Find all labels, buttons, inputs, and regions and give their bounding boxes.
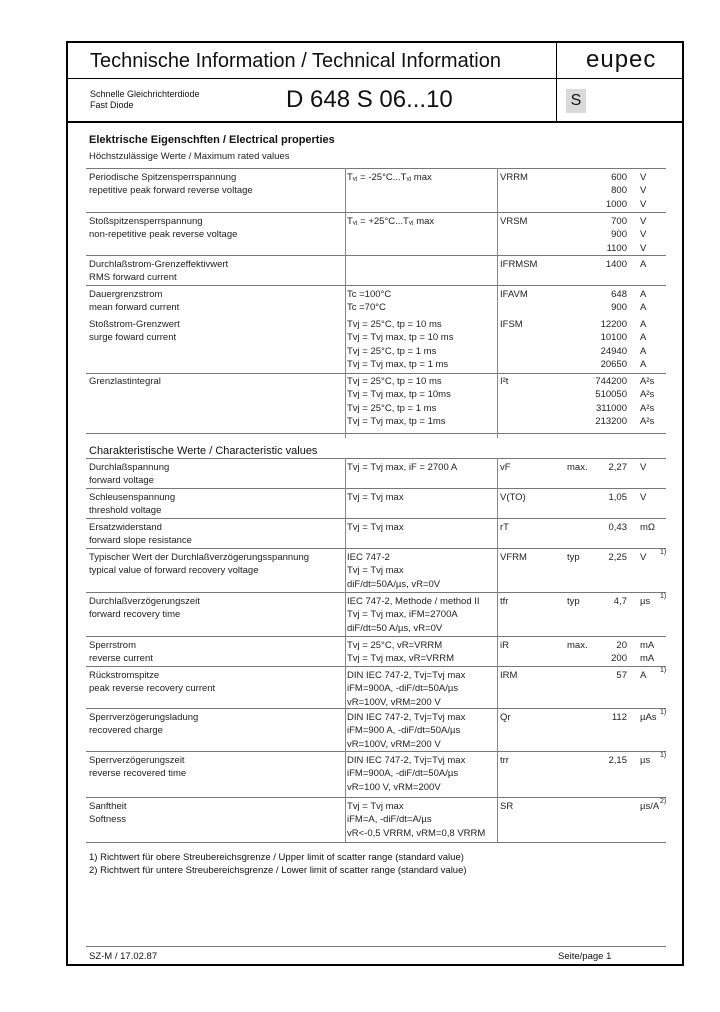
row-value: 213200 bbox=[595, 415, 627, 427]
table-column-divider bbox=[345, 458, 346, 842]
row-symbol: IRM bbox=[500, 670, 518, 681]
row-symbol: iR bbox=[500, 640, 509, 651]
row-label-de: Stoßspitzensperrspannung bbox=[89, 216, 203, 227]
row-unit: µAs bbox=[640, 712, 657, 723]
row-condition: Tvj = Tvj max bbox=[347, 565, 404, 577]
row-condition: Tvj = Tvj max, iF = 2700 A bbox=[347, 462, 458, 473]
row-label-en: forward slope resistance bbox=[89, 535, 192, 547]
row-condition: IEC 747-2 bbox=[347, 552, 390, 563]
row-condition: Tvj = Tvj max, tp = 10 ms bbox=[347, 332, 454, 344]
subtitle-en: Fast Diode bbox=[90, 100, 134, 110]
row-label-de: Dauergrenzstrom bbox=[89, 289, 163, 300]
table-row-separator bbox=[86, 255, 666, 256]
table-row-separator bbox=[86, 708, 666, 709]
row-condition: Tvj = Tvj max, iFM=2700A bbox=[347, 609, 458, 621]
row-value: 1100 bbox=[606, 242, 627, 254]
row-condition: vR<-0,5 VRRM, vRM=0,8 VRRM bbox=[347, 827, 486, 839]
row-symbol: vF bbox=[500, 462, 511, 473]
row-label-en: surge foward current bbox=[89, 332, 177, 344]
row-unit: mA bbox=[640, 653, 655, 665]
footer-left: SZ-M / 17.02.87 bbox=[89, 951, 158, 962]
row-unit: µs bbox=[640, 596, 651, 607]
row-condition: Tvj = Tvj max bbox=[347, 492, 404, 503]
table-row-separator bbox=[86, 518, 666, 519]
row-footnote-ref: 1) bbox=[660, 709, 667, 716]
row-label-de: Periodische Spitzensperrspannung bbox=[89, 172, 237, 183]
row-label-de: Stoßstrom-Grenzwert bbox=[89, 319, 180, 330]
row-unit: A bbox=[640, 319, 647, 330]
logo-divider bbox=[556, 41, 557, 123]
row-label-en: forward recovery time bbox=[89, 609, 181, 621]
row-label-en: reverse current bbox=[89, 653, 153, 665]
row-label-en: threshold voltage bbox=[89, 505, 162, 517]
row-condition: Tvj = 25°C, tp = 10 ms bbox=[347, 376, 442, 387]
row-symbol: IFAVM bbox=[500, 289, 528, 300]
row-label-de: Durchlaßstrom-Grenzeffektivwert bbox=[89, 259, 229, 270]
row-label-en: repetitive peak forward reverse voltage bbox=[89, 185, 253, 197]
row-unit: A bbox=[640, 345, 647, 357]
row-unit: V bbox=[640, 229, 647, 241]
row-condition: Tvj = Tvj max bbox=[347, 801, 404, 812]
footer-right: Seite/page 1 bbox=[558, 951, 612, 962]
row-unit: V bbox=[640, 216, 647, 227]
row-condition: Tᵥⱼ = -25°C...Tᵥⱼ max bbox=[347, 172, 432, 183]
row-label-en: recovered charge bbox=[89, 725, 163, 737]
row-label-de: Sanftheit bbox=[89, 801, 127, 812]
row-label-en: reverse recovered time bbox=[89, 768, 187, 780]
row-label-de: Typischer Wert der Durchlaßverzögerungsspannung bbox=[89, 552, 310, 563]
row-condition: Tvj = 25°C, tp = 10 ms bbox=[347, 319, 442, 330]
row-condition: DIN IEC 747-2, Tvj=Tvj max bbox=[347, 712, 466, 723]
row-unit: V bbox=[640, 552, 647, 563]
row-symbol: VFRM bbox=[500, 552, 527, 563]
type-badge: S bbox=[566, 89, 586, 113]
row-unit: µs/A bbox=[640, 801, 660, 812]
row-label-de: Durchlaßverzögerungszeit bbox=[89, 596, 200, 607]
row-footnote-ref: 1) bbox=[660, 593, 667, 600]
title-divider bbox=[66, 78, 684, 79]
row-symbol: IFSM bbox=[500, 319, 523, 330]
row-condition: Tvj = Tvj max, tp = 10ms bbox=[347, 389, 451, 401]
row-condition: iFM=900 A, -diF/dt=50A/µs bbox=[347, 725, 461, 737]
section-characteristic: Charakteristische Werte / Characteristic values bbox=[89, 445, 318, 457]
subtitle-de: Schnelle Gleichrichterdiode bbox=[90, 89, 200, 99]
row-unit: V bbox=[640, 242, 647, 254]
section-max-ratings: Höchstzulässige Werte / Maximum rated values bbox=[89, 151, 290, 162]
row-condition: diF/dt=50A/µs, vR=0V bbox=[347, 578, 441, 590]
row-value: 800 bbox=[611, 185, 627, 197]
row-condition: vR=100V, vRM=200 V bbox=[347, 696, 441, 708]
row-label-en: Softness bbox=[89, 814, 126, 826]
row-label-de: Sperrverzögerungszeit bbox=[89, 755, 185, 766]
row-value: 10100 bbox=[600, 332, 627, 344]
row-label-en: RMS forward current bbox=[89, 272, 177, 284]
row-value: 700 bbox=[611, 216, 627, 227]
footnote-1: 1) Richtwert für obere Streubereichsgrenze / Upper limit of scatter range (standard value) bbox=[89, 852, 464, 863]
row-condition: Tc =100°C bbox=[347, 289, 392, 300]
row-symbol: rT bbox=[500, 522, 509, 533]
row-condition: Tvj = Tvj max, vR=VRRM bbox=[347, 653, 454, 665]
table-row-separator bbox=[86, 458, 666, 459]
row-symbol: V(TO) bbox=[500, 492, 526, 503]
row-value: 744200 bbox=[595, 376, 627, 387]
row-value: 311000 bbox=[596, 402, 627, 414]
row-symbol: I²t bbox=[500, 376, 509, 387]
row-symbol: VRSM bbox=[500, 216, 528, 227]
row-condition: IEC 747-2, Methode / method II bbox=[347, 596, 480, 607]
row-value: 510050 bbox=[595, 389, 627, 401]
row-footnote-ref: 1) bbox=[660, 549, 667, 556]
table-row-separator bbox=[86, 751, 666, 752]
table-row-separator bbox=[86, 212, 666, 213]
table-row-separator bbox=[86, 592, 666, 593]
row-condition: Tvj = Tvj max bbox=[347, 522, 404, 533]
row-value: 200 bbox=[611, 653, 627, 665]
row-value: 900 bbox=[611, 229, 627, 241]
row-value: 20 bbox=[616, 640, 627, 651]
row-qualifier: typ bbox=[567, 552, 580, 563]
row-value: 57 bbox=[616, 670, 627, 681]
row-unit: V bbox=[640, 185, 647, 197]
row-label-de: Sperrstrom bbox=[89, 640, 136, 651]
row-unit: A bbox=[640, 670, 647, 681]
table-row-separator bbox=[86, 548, 666, 549]
row-label-de: Sperrverzögerungsladung bbox=[89, 712, 199, 723]
row-value: 2,15 bbox=[608, 755, 627, 766]
row-symbol: SR bbox=[500, 801, 514, 812]
row-value: 2,27 bbox=[608, 462, 627, 473]
table-row-separator bbox=[86, 842, 666, 843]
row-value: 12200 bbox=[600, 319, 627, 330]
row-value: 20650 bbox=[600, 358, 627, 370]
row-value: 1000 bbox=[605, 198, 627, 210]
row-unit: A bbox=[640, 302, 647, 314]
table-row-separator bbox=[86, 488, 666, 489]
table-row-separator bbox=[86, 797, 666, 798]
row-value: 1400 bbox=[605, 259, 627, 270]
row-condition: iFM=A, -diF/dt=A/µs bbox=[347, 814, 432, 826]
row-unit: A bbox=[640, 358, 647, 370]
row-value: 24940 bbox=[600, 345, 627, 357]
row-unit: V bbox=[640, 492, 647, 503]
row-condition: Tvj = 25°C, tp = 1 ms bbox=[347, 345, 437, 357]
row-condition: iFM=900A, -diF/dt=50A/µs bbox=[347, 683, 459, 695]
row-label-en: mean forward current bbox=[89, 302, 180, 314]
row-qualifier: max. bbox=[567, 640, 588, 651]
row-condition: DIN IEC 747-2, Tvj=Tvj max bbox=[347, 755, 466, 766]
part-number: D 648 S 06...10 bbox=[286, 86, 453, 113]
row-symbol: tfr bbox=[500, 596, 509, 607]
row-condition: DIN IEC 747-2, Tvj=Tvj max bbox=[347, 670, 466, 681]
row-symbol: IFRMSM bbox=[500, 259, 538, 270]
row-unit: mA bbox=[640, 640, 655, 651]
table-row-separator bbox=[86, 666, 666, 667]
row-symbol: VRRM bbox=[500, 172, 528, 183]
row-value: 900 bbox=[611, 302, 627, 314]
row-unit: V bbox=[640, 462, 647, 473]
footnote-2: 2) Richtwert für untere Streubereichsgrenze / Lower limit of scatter range (standard value) bbox=[89, 865, 467, 876]
row-label-de: Rückstromspitze bbox=[89, 670, 160, 681]
row-condition: vR=100V, vRM=200 V bbox=[347, 738, 441, 750]
row-label-de: Ersatzwiderstand bbox=[89, 522, 162, 533]
row-value: 1,05 bbox=[608, 492, 627, 503]
row-label-de: Schleusenspannung bbox=[89, 492, 176, 503]
footer-rule bbox=[86, 946, 666, 947]
table-column-divider bbox=[345, 168, 346, 438]
row-label-en: forward voltage bbox=[89, 475, 154, 487]
table-row-separator bbox=[86, 373, 666, 374]
row-unit: A²s bbox=[640, 389, 655, 401]
table-row-separator bbox=[86, 285, 666, 286]
row-unit: A²s bbox=[640, 402, 655, 414]
row-unit: mΩ bbox=[640, 522, 656, 533]
row-condition: Tc =70°C bbox=[347, 302, 386, 314]
row-footnote-ref: 1) bbox=[660, 752, 667, 759]
row-value: 4,7 bbox=[613, 596, 627, 607]
header-bottom-rule bbox=[66, 121, 684, 123]
eupec-logo: eupec bbox=[586, 46, 657, 73]
table-row-separator bbox=[86, 636, 666, 637]
row-qualifier: max. bbox=[567, 462, 588, 473]
row-condition: iFM=900A, -diF/dt=50A/µs bbox=[347, 768, 459, 780]
row-unit: A²s bbox=[640, 415, 655, 427]
row-footnote-ref: 1) bbox=[660, 667, 667, 674]
row-label-en: non-repetitive peak reverse voltage bbox=[89, 229, 238, 241]
row-condition: Tvj = 25°C, vR=VRRM bbox=[347, 640, 443, 651]
table-column-divider bbox=[497, 458, 498, 842]
row-label-de: Grenzlastintegral bbox=[89, 376, 161, 387]
row-unit: A bbox=[640, 332, 647, 344]
row-condition: Tvj = Tvj max, tp = 1ms bbox=[347, 415, 446, 427]
document-title: Technische Information / Technical Information bbox=[90, 50, 501, 72]
row-qualifier: typ bbox=[567, 596, 580, 607]
row-condition: vR=100 V, vRM=200V bbox=[347, 781, 441, 793]
row-condition: diF/dt=50 A/µs, vR=0V bbox=[347, 622, 443, 634]
row-unit: V bbox=[640, 198, 647, 210]
row-value: 600 bbox=[611, 172, 627, 183]
row-unit: A bbox=[640, 289, 647, 300]
row-value: 2,25 bbox=[608, 552, 627, 563]
row-value: 648 bbox=[611, 289, 627, 300]
row-label-en: peak reverse recovery current bbox=[89, 683, 216, 695]
row-condition: Tvj = Tvj max, tp = 1 ms bbox=[347, 358, 449, 370]
row-footnote-ref: 2) bbox=[660, 798, 667, 805]
table-row-separator bbox=[86, 433, 666, 434]
row-unit: V bbox=[640, 172, 647, 183]
row-value: 112 bbox=[611, 712, 627, 723]
row-condition: Tᵥⱼ = +25°C...Tᵥⱼ max bbox=[347, 216, 435, 227]
row-label-de: Durchlaßspannung bbox=[89, 462, 170, 473]
section-electrical: Elektrische Eigenschften / Electrical properties bbox=[89, 134, 335, 146]
row-unit: A bbox=[640, 259, 647, 270]
row-condition: Tvj = 25°C, tp = 1 ms bbox=[347, 402, 437, 414]
table-row-separator bbox=[86, 168, 666, 169]
row-unit: A²s bbox=[640, 376, 655, 387]
row-value: 0,43 bbox=[608, 522, 627, 533]
table-column-divider bbox=[497, 168, 498, 438]
row-label-en: typical value of forward recovery voltage bbox=[89, 565, 259, 577]
row-symbol: Qr bbox=[500, 712, 511, 723]
row-symbol: trr bbox=[500, 755, 509, 766]
row-unit: µs bbox=[640, 755, 651, 766]
